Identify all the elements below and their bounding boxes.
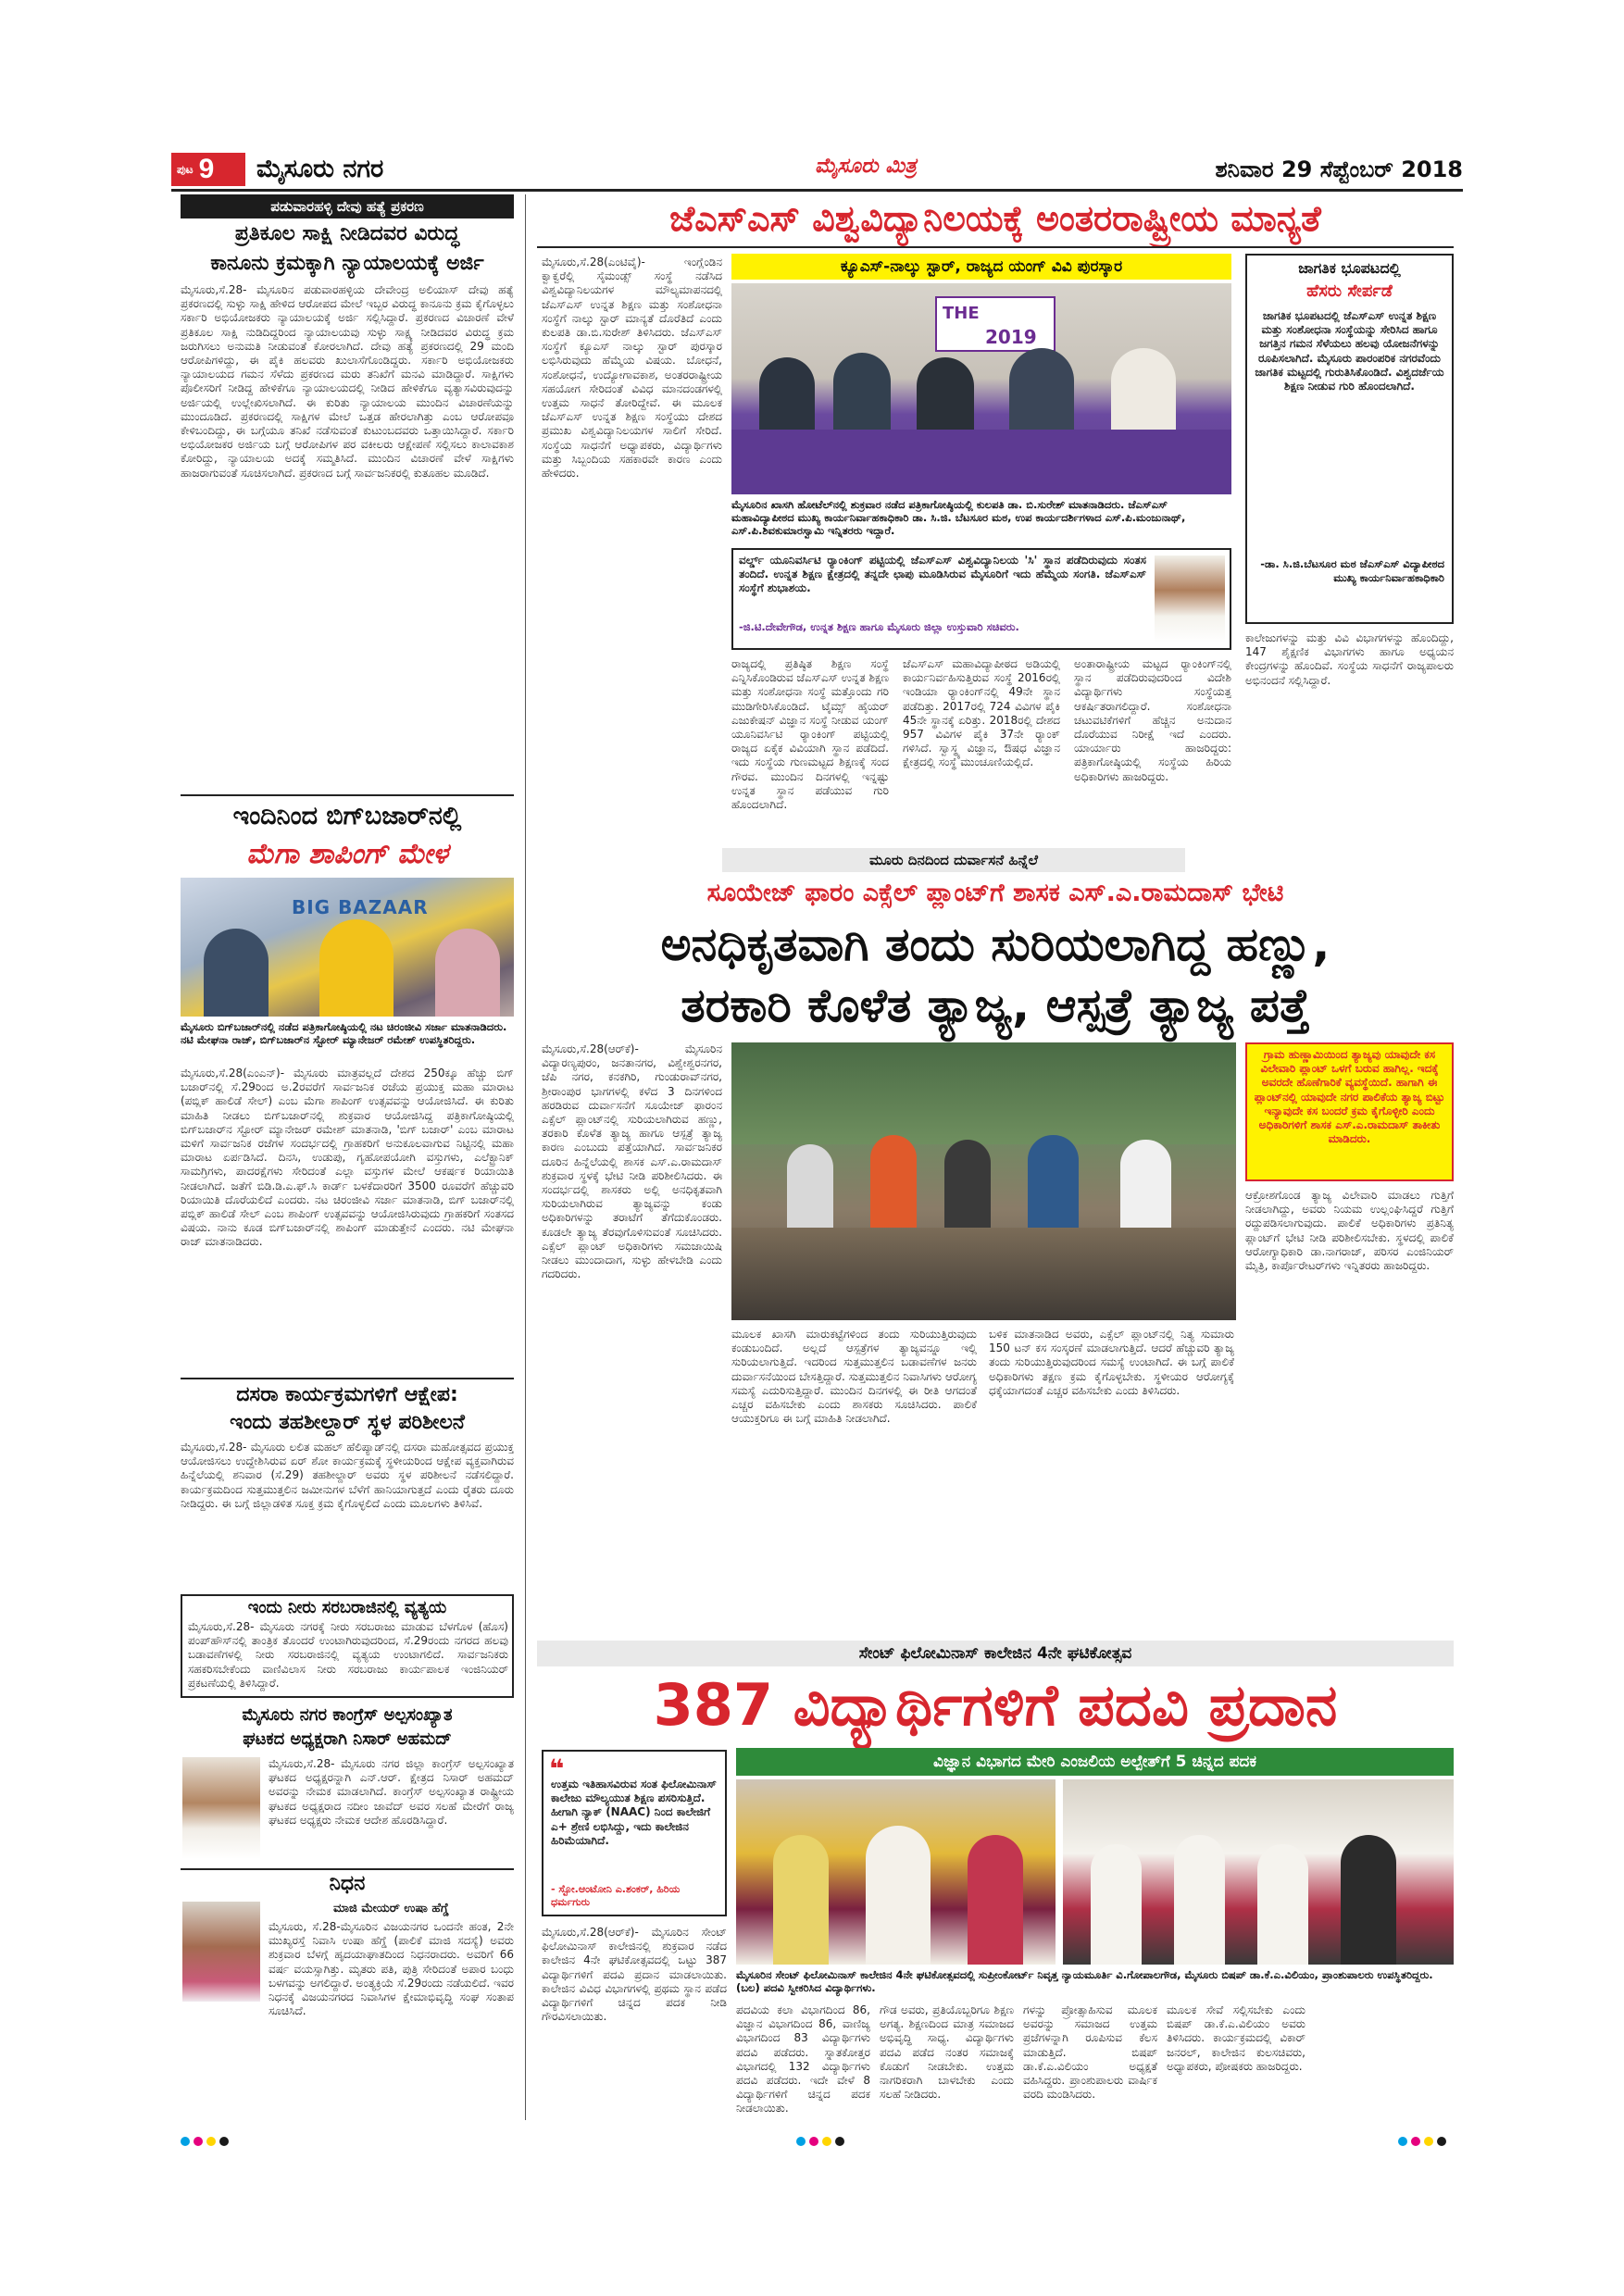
sidebar-title-1: ಜಾಗತಿಕ ಭೂಪಟದಲ್ಲಿ: [1298, 259, 1401, 277]
registration-dot-icon: [1437, 2137, 1446, 2146]
page-number-box: [171, 153, 245, 186]
paper-name: ಮೈಸೂರು ಮಿತ್ರ: [815, 155, 917, 178]
sidebar-attrib: -ಡಾ. ಸಿ.ಜಿ.ಬೆಟಸೂರ ಮಠ ಜೆಎಸ್‌ಎಸ್ ವಿದ್ಯಾಪೀಠದ ಮುಖ್ಯ ಕಾರ್ಯನಿರ್ವಾಹಕಾಧಿಕಾರಿ: [1260, 557, 1444, 584]
divider: [537, 246, 1454, 248]
print-marks-right: [1398, 2137, 1446, 2146]
minister-portrait: [1155, 555, 1225, 643]
person-figure: [833, 353, 891, 431]
divider: [181, 794, 514, 796]
banner-the: THE: [943, 304, 980, 323]
masthead-rule: [171, 189, 1463, 192]
court-headline-1: ಪ್ರತಿಕೂಲ ಸಾಕ್ಷಿ ನೀಡಿದವರ ವಿರುದ್ಧ: [234, 222, 460, 245]
congress-body: ಮೈಸೂರು,ಸೆ.28- ಮೈಸೂರು ನಗರ ಜಿಲ್ಲಾ ಕಾಂಗ್ರೆಸ್ ಅಲ್ಪಸಂಖ್ಯಾತ ಘಟಕದ ಅಧ್ಯಕ್ಷರನ್ನಾಗಿ ಎನ್.ಆರ್. ಕ್ಷೇತ್ರದ ನಿಸಾರ್ ಅಹಮದ್ ಅವರನ್ನು ನೇಮಕ ಮಾಡಲಾಗಿದೆ. ಕಾಂಗ್ರೆಸ್ ಅಲ್ಪಸಂಖ್ಯಾತ ರಾಷ್ಟ್ರೀಯ ಘಟಕದ ಅಧ್ಯಕ್ಷರಾದ ನದೀಂ ಜಾವೆದ್ ಅವರ ಸಲಹೆ ಮೇರೆಗೆ ರಾಜ್ಯ ಘಟಕದ ಅಧ್ಯಕ್ಷರು ನೇಮಕ ಆದೇಶ ಹೊರಡಿಸಿದ್ದಾರೆ.: [269, 1757, 514, 1827]
waste-headline-1: ಅನಧಿಕೃತವಾಗಿ ತಂದು ಸುರಿಯಲಾಗಿದ್ದ ಹಣ್ಣು,: [660, 917, 1330, 971]
waste-col1: ಮೈಸೂರು,ಸೆ.28(ಆರ್‌ಕೆ)- ಮೈಸೂರಿನ ವಿದ್ಯಾರಣ್ಯಪುರಂ, ಜನತಾನಗರ, ವಿಶ್ವೇಶ್ವರನಗರ, ಜೆಪಿ ನಗರ, ಕನಕಗಿರಿ, ಗುಂಡುರಾವ್‌ನಗರ, ಶ್ರೀರಾಂಪುರ ಭಾಗಗಳಲ್ಲಿ ಕಳೆದ 3 ದಿನಗಳಿಂದ ಹರಡಿರುವ ದುರ್ವಾಸನೆಗೆ ಸೂಯೇಜ್ ಫಾರಂನ ಎಕ್ಸೆಲ್ ಪ್ಲಾಂಟ್‌ನಲ್ಲಿ ಸುರಿಯಲಾಗಿರುವ ಹಣ್ಣು, ತರಕಾರಿ ಕೊಳೆತ ತ್ಯಾಜ್ಯ ಹಾಗೂ ಆಸ್ಪತ್ರೆ ತ್ಯಾಜ್ಯ ಕಾರಣ ಎಂಬುದು ಪತ್ತೆಯಾಗಿದೆ. ಸಾರ್ವಜನಿಕರ ದೂರಿನ ಹಿನ್ನೆಲೆಯಲ್ಲಿ ಶಾಸಕ ಎಸ್.ಎ.ರಾಮದಾಸ್ ಶುಕ್ರವಾರ ಸ್ಥಳಕ್ಕೆ ಭೇಟಿ ನೀಡಿ ಪರಿಶೀಲಿಸಿದರು. ಈ ಸಂದರ್ಭದಲ್ಲಿ ಶಾಸಕರು ಅಲ್ಲಿ ಅನಧಿಕೃತವಾಗಿ ಸುರಿಯಲಾಗಿರುವ ತ್ಯಾಜ್ಯವನ್ನು ಕಂಡು ಅಧಿಕಾರಿಗಳನ್ನು ತರಾಟೆಗೆ ತೆಗೆದುಕೊಂಡರು. ಕೂಡಲೇ ತ್ಯಾಜ್ಯ ತೆರವುಗೊಳಿಸುವಂತೆ ಸೂಚಿಸಿದರು. ಎಕ್ಸೆಲ್ ಪ್ಲಾಂಟ್ ಅಧಿಕಾರಿಗಳು ಸಮಜಾಯಿಷಿ ನೀಡಲು ಮುಂದಾದಾಗ, ಸುಳ್ಳು ಹೇಳಬೇಡಿ ಎಂದು ಗದರಿದರು.: [542, 1042, 722, 1281]
garbage-heap: [731, 1228, 1236, 1320]
water-headline: ಇಂದು ನೀರು ಸರಬರಾಜಿನಲ್ಲಿ ವ್ಯತ್ಯಯ: [247, 1598, 447, 1617]
dasara-headline-1: ದಸರಾ ಕಾರ್ಯಕ್ರಮಗಳಿಗೆ ಆಕ್ಷೇಪ:: [236, 1383, 458, 1406]
banner-year: 2019: [985, 326, 1037, 348]
obituary-portrait: [182, 1902, 260, 2002]
registration-dot-icon: [194, 2137, 203, 2146]
divider: [181, 1378, 514, 1379]
waste-headline-2: ತರಕಾರಿ ಕೊಳೆತ ತ್ಯಾಜ್ಯ, ಆಸ್ಪತ್ರೆ ತ್ಯಾಜ್ಯ ಪತ್ತೆ: [681, 979, 1310, 1032]
registration-dot-icon: [206, 2137, 216, 2146]
waste-col3: ಬಳಿಕ ಮಾತನಾಡಿದ ಅವರು, ಎಕ್ಸೆಲ್ ಪ್ಲಾಂಟ್‌ನಲ್ಲಿ ನಿತ್ಯ ಸುಮಾರು 150 ಟನ್ ಕಸ ಸಂಸ್ಕರಣೆ ಮಾಡಲಾಗುತ್ತಿದೆ. ಆದರೆ ಹೆಚ್ಚುವರಿ ತ್ಯಾಜ್ಯ ತಂದು ಸುರಿಯುತ್ತಿರುವುದರಿಂದ ಸಮಸ್ಯೆ ಉಂಟಾಗಿದೆ. ಈ ಬಗ್ಗೆ ಪಾಲಿಕೆ ಅಧಿಕಾರಿಗಳು ತಕ್ಷಣ ಕ್ರಮ ಕೈಗೊಳ್ಳಬೇಕು. ಸ್ಥಳೀಯರ ಆರೋಗ್ಯಕ್ಕೆ ಧಕ್ಕೆಯಾಗದಂತೆ ಎಚ್ಚರ ವಹಿಸಬೇಕು ಎಂದು ತಿಳಿಸಿದರು.: [989, 1328, 1234, 1397]
convocation-headline: 387 ವಿದ್ಯಾರ್ಥಿಗಳಿಗೆ ಪದವಿ ಪ್ರದಾನ: [653, 1671, 1338, 1739]
registration-dot-icon: [219, 2137, 229, 2146]
page-number: 9: [198, 154, 215, 184]
convocation-photo-caption: ಮೈಸೂರಿನ ಸೇಂಟ್ ಫಿಲೋಮಿನಾಸ್ ಕಾಲೇಜಿನ 4ನೇ ಘಟಿಕೋತ್ಸವದಲ್ಲಿ ಸುಪ್ರೀಂಕೋರ್ಟ್ ನಿವೃತ್ತ ನ್ಯಾಯಮೂರ್ತಿ ವಿ.ಗೋಪಾಲಗೌಡ, ಮೈಸೂರು ಬಿಷಪ್ ಡಾ.ಕೆ.ಎ.ವಿಲಿಯಂ, ಪ್ರಾಂಶುಪಾಲರು ಉಪಸ್ಥಿತರಿದ್ದರು. (ಬಲ) ಪದವಿ ಸ್ವೀಕರಿಸಿದ ವಿದ್ಯಾರ್ಥಿಗಳು.: [736, 1968, 1433, 1994]
registration-dot-icon: [181, 2137, 190, 2146]
convocation-quote-box: [542, 1750, 727, 1916]
congress-portrait: [182, 1757, 260, 1859]
convocation-photo-1: [736, 1779, 1056, 1965]
court-headline-2: ಕಾನೂನು ಕ್ರಮಕ್ಕಾಗಿ ನ್ಯಾಯಾಲಯಕ್ಕೆ ಅರ್ಜಿ: [210, 252, 484, 275]
registration-dot-icon: [809, 2137, 818, 2146]
jss-headline: ಜೆಎಸ್‌ಎಸ್ ವಿಶ್ವವಿದ್ಯಾನಿಲಯಕ್ಕೆ ಅಂತರರಾಷ್ಟ್ರೀಯ ಮಾನ್ಯತೆ: [669, 198, 1321, 239]
jss-quote-text: ವರ್ಲ್ಡ್ ಯೂನಿವರ್ಸಿಟಿ ರ‍್ಯಾಂಕಿಂಗ್ ಪಟ್ಟಿಯಲ್ಲಿ ಜೆಎಸ್‌ಎಸ್ ವಿಶ್ವವಿದ್ಯಾನಿಲಯ 'ಸಿ' ಸ್ಥಾನ ಪಡೆದಿರುವುದು ಸಂತಸ ತಂದಿದೆ. ಉನ್ನತ ಶಿಕ್ಷಣ ಕ್ಷೇತ್ರದಲ್ಲಿ ತನ್ನದೇ ಛಾಪು ಮೂಡಿಸಿರುವ ಮೈಸೂರಿಗೆ ಇದು ಹೆಮ್ಮೆಯ ಸಂಗತಿ. ಜೆಎಸ್‌ಎಸ್ ಸಂಸ್ಥೆಗೆ ಶುಭಾಶಯ.: [739, 554, 1146, 595]
person-figure: [968, 1835, 1023, 1965]
print-marks-center: [796, 2137, 844, 2146]
masthead: [171, 153, 1463, 186]
column-rule: [525, 194, 526, 2120]
jss-quote-attrib: -ಜಿ.ಟಿ.ದೇವೇಗೌಡ, ಉನ್ನತ ಶಿಕ್ಷಣ ಹಾಗೂ ಮೈಸೂರು ಜಿಲ್ಲಾ ಉಸ್ತುವಾರಿ ಸಚಿವರು.: [739, 620, 1019, 633]
bigbazaar-photo: [181, 878, 514, 1017]
convocation-col5: ಮೂಲಕ ಸೇವೆ ಸಲ್ಲಿಸಬೇಕು ಎಂದು ಬಿಷಪ್ ಡಾ.ಕೆ.ಎ.ವಿಲಿಯಂ ಅವರು ತಿಳಿಸಿದರು. ಕಾರ್ಯಕ್ರಮದಲ್ಲಿ ವಿಕಾರ್ ಜನರಲ್, ಕಾಲೇಜಿನ ಕುಲಸಚಿವರು, ಅಧ್ಯಾಪಕರು, ಪೋಷಕರು ಹಾಜರಿದ್ದರು.: [1167, 2003, 1305, 2073]
person-figure: [435, 929, 500, 1017]
person-figure: [319, 919, 394, 1017]
person-figure: [917, 357, 974, 431]
obituary-body: ಮೈಸೂರು, ಸೆ.28-ಮೈಸೂರಿನ ವಿಜಯನಗರ ಒಂದನೇ ಹಂತ, 2ನೇ ಮುಖ್ಯರಸ್ತೆ ನಿವಾಸಿ ಉಷಾ ಹೆಗ್ಡೆ (ಪಾಲಿಕೆ ಮಾಜಿ ಸದಸ್ಯೆ) ಅವರು ಶುಕ್ರವಾರ ಬೆಳಗ್ಗೆ ಹೃದಯಾಘಾತದಿಂದ ನಿಧನರಾದರು. ಅವರಿಗೆ 66 ವರ್ಷ ವಯಸ್ಸಾಗಿತ್ತು. ಮೃತರು ಪತಿ, ಪುತ್ರಿ ಸೇರಿದಂತೆ ಅಪಾರ ಬಂಧು ಬಳಗವನ್ನು ಅಗಲಿದ್ದಾರೆ. ಅಂತ್ಯಕ್ರಿಯೆ ಸೆ.29ರಂದು ನಡೆಯಲಿದೆ. ಇವರ ನಿಧನಕ್ಕೆ ವಿಜಯನಗರದ ನಿವಾಸಿಗಳ ಕ್ಷೇಮಾಭಿವೃದ್ಧಿ ಸಂಘ ಸಂತಾಪ ಸೂಚಿಸಿದೆ.: [269, 1920, 514, 2018]
dasara-body: ಮೈಸೂರು,ಸೆ.28- ಮೈಸೂರು ಲಲಿತ ಮಹಲ್ ಹೆಲಿಪ್ಯಾಡ್‌ನಲ್ಲಿ ದಸರಾ ಮಹೋತ್ಸವದ ಪ್ರಯುಕ್ತ ಆಯೋಜಿಸಲು ಉದ್ದೇಶಿಸಿರುವ ಏರ್ ಶೋ ಕಾರ್ಯಕ್ರಮಕ್ಕೆ ಸ್ಥಳೀಯರಿಂದ ಆಕ್ಷೇಪ ವ್ಯಕ್ತವಾಗಿರುವ ಹಿನ್ನೆಲೆಯಲ್ಲಿ ಶನಿವಾರ (ಸೆ.29) ತಹಶೀಲ್ದಾರ್ ಅವರು ಸ್ಥಳ ಪರಿಶೀಲನೆ ನಡೆಸಲಿದ್ದಾರೆ. ಕಾರ್ಯಕ್ರಮದಿಂದ ಸುತ್ತಮುತ್ತಲಿನ ಜಮೀನುಗಳ ಬೆಳೆಗೆ ಹಾನಿಯಾಗುತ್ತದೆ ಎಂದು ರೈತರು ದೂರು ನೀಡಿದ್ದರು. ಈ ಬಗ್ಗೆ ಜಿಲ್ಲಾಡಳಿತ ಸೂಕ್ತ ಕ್ರಮ ಕೈಗೊಳ್ಳಲಿದೆ ಎಂದು ಮೂಲಗಳು ತಿಳಿಸಿವೆ.: [181, 1441, 514, 1510]
convocation-col1: ಮೈಸೂರು,ಸೆ.28(ಆರ್‌ಕೆ)- ಮೈಸೂರಿನ ಸೇಂಟ್ ಫಿಲೋಮಿನಾಸ್ ಕಾಲೇಜಿನಲ್ಲಿ ಶುಕ್ರವಾರ ನಡೆದ ಕಾಲೇಜಿನ 4ನೇ ಘಟಿಕೋತ್ಸವದಲ್ಲಿ ಒಟ್ಟು 387 ವಿದ್ಯಾರ್ಥಿಗಳಿಗೆ ಪದವಿ ಪ್ರದಾನ ಮಾಡಲಾಯಿತು. ಕಾಲೇಜಿನ ವಿವಿಧ ವಿಭಾಗಗಳಲ್ಲಿ ಪ್ರಥಮ ಸ್ಥಾನ ಪಡೆದ ವಿದ್ಯಾರ್ಥಿಗಳಿಗೆ ಚಿನ್ನದ ಪದಕ ನೀಡಿ ಗೌರವಿಸಲಾಯಿತು.: [542, 1926, 727, 2024]
jss-photo: [731, 283, 1231, 494]
print-marks-left: [181, 2137, 229, 2146]
congress-headline-1: ಮೈಸೂರು ನಗರ ಕಾಂಗ್ರೆಸ್ ಅಲ್ಪಸಂಖ್ಯಾತ: [242, 1705, 453, 1725]
section-name: ಮೈಸೂರು ನಗರ: [256, 155, 384, 183]
convocation-photo-2: [1063, 1779, 1454, 1965]
jss-quote-box: [731, 548, 1231, 650]
jss-photo-caption: ಮೈಸೂರಿನ ಖಾಸಗಿ ಹೋಟೆಲ್‌ನಲ್ಲಿ ಶುಕ್ರವಾರ ನಡೆದ ಪತ್ರಿಕಾಗೋಷ್ಠಿಯಲ್ಲಿ ಕುಲಪತಿ ಡಾ. ಬಿ.ಸುರೇಶ್ ಮಾತನಾಡಿದರು. ಜೆಎಸ್‌ಎಸ್ ಮಹಾವಿದ್ಯಾಪೀಠದ ಮುಖ್ಯ ಕಾರ್ಯನಿರ್ವಾಹಕಾಧಿಕಾರಿ ಡಾ. ಸಿ.ಜಿ. ಬೆಟಸೂರ ಮಠ, ಉಪ ಕಾರ್ಯದರ್ಶಿಗಳಾದ ಎಸ್.ಪಿ.ಮಂಜುನಾಥ್, ಎಸ್.ಪಿ.ಶಿವಕುಮಾರಸ್ವಾಮಿ ಇನ್ನಿತರರು ಇದ್ದಾರೆ.: [731, 498, 1186, 537]
convocation-subhead: ವಿಜ್ಞಾನ ವಿಭಾಗದ ಮೇರಿ ಎಂಜಲಿಯ ಅಲ್ಪೇತ್‌ಗೆ 5 ಚಿನ್ನದ ಪದಕ: [736, 1748, 1454, 1776]
tree-line: [731, 1042, 1236, 1144]
congress-headline-2: ಘಟಕದ ಅಧ್ಯಕ್ಷರಾಗಿ ನಿಸಾರ್ ಅಹಮದ್: [243, 1729, 452, 1749]
dasara-headline-2: ಇಂದು ತಹಶೀಲ್ದಾರ್ ಸ್ಥಳ ಪರಿಶೀಲನೆ: [230, 1411, 465, 1434]
jss-subhead: ಕ್ಯೂಎಸ್-ನಾಲ್ಕು ಸ್ಟಾರ್, ರಾಜ್ಯದ ಯಂಗ್ ವಿವಿ ಪುರಸ್ಕಾರ: [731, 254, 1231, 280]
court-body: ಮೈಸೂರು,ಸೆ.28- ಮೈಸೂರಿನ ಪಡುವಾರಹಳ್ಳಿಯ ದೇವೇಂದ್ರ ಅಲಿಯಾಸ್ ದೇವು ಹತ್ಯೆ ಪ್ರಕರಣದಲ್ಲಿ ಸುಳ್ಳು ಸಾಕ್ಷಿ ಹೇಳಿದ ಆರೋಪದ ಮೇಲೆ ಇಬ್ಬರ ವಿರುದ್ಧ ಕಾನೂನು ಕ್ರಮ ಕೈಗೊಳ್ಳಲು ಸರ್ಕಾರಿ ಅಭಿಯೋಜಕರು ನ್ಯಾಯಾಲಯಕ್ಕೆ ಅರ್ಜಿ ಸಲ್ಲಿಸಿದ್ದಾರೆ. ಪ್ರಕರಣದ ವಿಚಾರಣೆ ವೇಳೆ ಪ್ರತಿಕೂಲ ಸಾಕ್ಷಿ ನುಡಿದಿದ್ದರಿಂದ ನ್ಯಾಯಾಲಯವು ಸುಳ್ಳು ಸಾಕ್ಷ್ಯ ನೀಡಿದವರ ವಿರುದ್ಧ ಕ್ರಮ ಜರುಗಿಸಲು ಅನುಮತಿ ನೀಡುವಂತೆ ಕೋರಲಾಗಿದೆ. ದೇವು ಹತ್ಯೆ ಪ್ರಕರಣದಲ್ಲಿ 29 ಮಂದಿ ಆರೋಪಿಗಳಿದ್ದು, ಈ ಪೈಕಿ ಹಲವರು ಖುಲಾಸೆಗೊಂಡಿದ್ದರು. ಸರ್ಕಾರಿ ಅಭಿಯೋಜಕರು ನ್ಯಾಯಾಲಯದ ಗಮನ ಸೆಳೆದು ಪ್ರಕರಣದ ಮರು ತನಿಖೆಗೆ ಮನವಿ ಮಾಡಿದ್ದಾರೆ. ಸಾಕ್ಷಿಗಳು ಪೊಲೀಸರಿಗೆ ನೀಡಿದ್ದ ಹೇಳಿಕೆಗೂ ನ್ಯಾಯಾಲಯದಲ್ಲಿ ನೀಡಿದ ಹೇಳಿಕೆಗೂ ವ್ಯತ್ಯಾಸವಿರುವುದನ್ನು ಅರ್ಜಿಯಲ್ಲಿ ಉಲ್ಲೇಖಿಸಲಾಗಿದೆ. ಈ ಕುರಿತು ನ್ಯಾಯಾಲಯ ಮುಂದಿನ ವಿಚಾರಣೆಯನ್ನು ಮುಂದೂಡಿದೆ. ಪ್ರಕರಣದಲ್ಲಿ ಸಾಕ್ಷಿಗಳ ಮೇಲೆ ಒತ್ತಡ ಹೇರಲಾಗಿತ್ತು ಎಂಬ ಆರೋಪವೂ ಕೇಳಿಬಂದಿದ್ದು, ಈ ಬಗ್ಗೆಯೂ ತನಿಖೆ ನಡೆಸುವಂತೆ ಕುಟುಂಬದವರು ಒತ್ತಾಯಿಸಿದ್ದಾರೆ. ಸರ್ಕಾರಿ ಅಭಿಯೋಜಕರ ಅರ್ಜಿಯ ಬಗ್ಗೆ ಆರೋಪಿಗಳ ಪರ ವಕೀಲರು ಆಕ್ಷೇಪಣೆ ಸಲ್ಲಿಸಲು ಕಾಲಾವಕಾಶ ಕೋರಿದ್ದು, ನ್ಯಾಯಾಲಯ ಅದಕ್ಕೆ ಸಮ್ಮತಿಸಿದೆ. ಮುಂದಿನ ವಿಚಾರಣೆ ವೇಳೆ ಸಾಕ್ಷಿಗಳು ಹಾಜರಾಗುವಂತೆ ಸೂಚಿಸಲಾಗಿದೆ. ಪ್ರಕರಣದ ಬಗ್ಗೆ ಸಾರ್ವಜನಿಕರಲ್ಲಿ ಕುತೂಹಲ ಮೂಡಿದೆ.: [181, 283, 514, 480]
person-figure: [944, 1140, 991, 1228]
water-box: [181, 1594, 514, 1698]
jss-col1: ಮೈಸೂರು,ಸೆ.28(ಎಂಟಿವೈ)- ಇಂಗ್ಲೆಂಡಿನ ಕ್ವಾಕ್ವರೆಲ್ಲಿ ಸೈಮಂಡ್ಸ್ ಸಂಸ್ಥೆ ನಡೆಸಿದ ವಿಶ್ವವಿದ್ಯಾನಿಲಯಗಳ ಮೌಲ್ಯಮಾಪನದಲ್ಲಿ ಜೆಎಸ್‌ಎಸ್ ಉನ್ನತ ಶಿಕ್ಷಣ ಮತ್ತು ಸಂಶೋಧನಾ ಸಂಸ್ಥೆಗೆ ನಾಲ್ಕು ಸ್ಟಾರ್ ಮಾನ್ಯತೆ ದೊರೆತಿದೆ ಎಂದು ಕುಲಪತಿ ಡಾ.ಬಿ.ಸುರೇಶ್ ತಿಳಿಸಿದರು. ಜೆಎಸ್‌ಎಸ್ ಸಂಸ್ಥೆಗೆ ಕ್ಯೂಎಸ್ ನಾಲ್ಕು ಸ್ಟಾರ್ ಪುರಸ್ಕಾರ ಲಭಿಸಿರುವುದು ಹೆಮ್ಮೆಯ ವಿಷಯ. ಬೋಧನೆ, ಸಂಶೋಧನೆ, ಉದ್ಯೋಗಾವಕಾಶ, ಅಂತರರಾಷ್ಟ್ರೀಯ ಸಹಯೋಗ ಸೇರಿದಂತೆ ವಿವಿಧ ಮಾನದಂಡಗಳಲ್ಲಿ ಉತ್ತಮ ಸಾಧನೆ ತೋರಿದ್ದೇವೆ. ಈ ಮೂಲಕ ಜೆಎಸ್‌ಎಸ್ ಉನ್ನತ ಶಿಕ್ಷಣ ಸಂಸ್ಥೆಯು ದೇಶದ ಪ್ರಮುಖ ವಿಶ್ವವಿದ್ಯಾನಿಲಯಗಳ ಸಾಲಿಗೆ ಸೇರಿದೆ. ಸಂಸ್ಥೆಯ ಸಾಧನೆಗೆ ಅಧ್ಯಾಪಕರು, ವಿದ್ಯಾರ್ಥಿಗಳು ಮತ್ತು ಸಿಬ್ಬಂದಿಯ ಸಹಕಾರವೇ ಕಾರಣ ಎಂದು ಹೇಳಿದರು.: [542, 256, 722, 480]
person-figure: [1257, 1844, 1308, 1965]
waste-col4: ಆಕ್ರೋಶಗೊಂಡ ತ್ಯಾಜ್ಯ ವಿಲೇವಾರಿ ಮಾಡಲು ಗುತ್ತಿಗೆ ನೀಡಲಾಗಿದ್ದು, ಅವರು ನಿಯಮ ಉಲ್ಲಂಘಿಸಿದ್ದರೆ ಗುತ್ತಿಗೆ ರದ್ದುಪಡಿಸಲಾಗುವುದು. ಪಾಲಿಕೆ ಅಧಿಕಾರಿಗಳು ಪ್ರತಿನಿತ್ಯ ಪ್ಲಾಂಟ್‌ಗೆ ಭೇಟಿ ನೀಡಿ ಪರಿಶೀಲಿಸಬೇಕು. ಸ್ಥಳದಲ್ಲಿ ಪಾಲಿಕೆ ಆರೋಗ್ಯಾಧಿಕಾರಿ ಡಾ.ನಾಗರಾಜ್, ಪರಿಸರ ಎಂಜಿನಿಯರ್ ಮೈತ್ರಿ, ಕಾರ್ಪೊರೇಟರ್‌ಗಳು ಇನ್ನಿತರರು ಹಾಜರಿದ್ದರು.: [1245, 1189, 1454, 1273]
person-figure: [870, 1135, 917, 1228]
sidebar-body: ಜಾಗತಿಕ ಭೂಪಟದಲ್ಲಿ ಜೆಎಸ್‌ಎಸ್ ಉನ್ನತ ಶಿಕ್ಷಣ ಮತ್ತು ಸಂಶೋಧನಾ ಸಂಸ್ಥೆಯನ್ನು ಸೇರಿಸಿದ ಹಾಗೂ ಜಗತ್ತಿನ ಗಮನ ಸೆಳೆಯಲು ಹಲವು ಯೋಜನೆಗಳನ್ನು ರೂಪಿಸಲಾಗಿದೆ. ಮೈಸೂರು ಪಾರಂಪರಿಕ ನಗರವೆಂದು ಜಾಗತಿಕ ಮಟ್ಟದಲ್ಲಿ ಗುರುತಿಸಿಕೊಂಡಿದೆ. ವಿಶ್ವದರ್ಜೆಯ ಶಿಕ್ಷಣ ನೀಡುವ ಗುರಿ ಹೊಂದಲಾಗಿದೆ.: [1255, 309, 1444, 393]
jss-col4: ಅಂತಾರಾಷ್ಟ್ರೀಯ ಮಟ್ಟದ ರ‍್ಯಾಂಕಿಂಗ್‌ನಲ್ಲಿ ಸ್ಥಾನ ಪಡೆದಿರುವುದರಿಂದ ವಿದೇಶಿ ವಿದ್ಯಾರ್ಥಿಗಳು ಸಂಸ್ಥೆಯತ್ತ ಆಕರ್ಷಿತರಾಗಲಿದ್ದಾರೆ. ಸಂಶೋಧನಾ ಚಟುವಟಿಕೆಗಳಿಗೆ ಹೆಚ್ಚಿನ ಅನುದಾನ ದೊರೆಯುವ ನಿರೀಕ್ಷೆ ಇದೆ ಎಂದರು. ಯಾರ್ಯಾರು ಹಾಜರಿದ್ದರು: ಪತ್ರಿಕಾಗೋಷ್ಠಿಯಲ್ಲಿ ಸಂಸ್ಥೆಯ ಹಿರಿಯ ಅಧಿಕಾರಿಗಳು ಹಾಜರಿದ್ದರು.: [1074, 657, 1231, 783]
person-figure: [773, 1835, 829, 1965]
obituary-heading: ನಿಧನ: [329, 1872, 366, 1895]
person-figure: [1174, 1835, 1225, 1965]
waste-callout-text: ಗ್ರಾಮ ಹುಣ್ಣಾಮಿಯಿಂದ ತ್ಯಾಜ್ಯವು ಯಾವುದೇ ಕಸ ವಿಲೇವಾರಿ ಪ್ಲಾಂಟ್ ಒಳಗೆ ಬರುವ ಹಾಗಿಲ್ಲ. ಇದಕ್ಕೆ ಅವರದೇ ಹೊಣೆಗಾರಿಕೆ ವ್ಯವಸ್ಥೆಯಿದೆ. ಹಾಗಾಗಿ ಈ ಪ್ಲಾಂಟ್‌ನಲ್ಲಿ ಯಾವುದೇ ನಗರ ಪಾಲಿಕೆಯ ತ್ಯಾಜ್ಯ ಬಿಟ್ಟು ಇನ್ಯಾವುದೇ ಕಸ ಬಂದರೆ ಕ್ರಮ ಕೈಗೊಳ್ಳೀರಿ ಎಂದು ಅಧಿಕಾರಿಗಳಿಗೆ ಶಾಸಕ ಎಸ್.ಎ.ರಾಮದಾಸ್ ತಾಕೀತು ಮಾಡಿದರು.: [1254, 1048, 1445, 1146]
waste-photo: [731, 1042, 1236, 1320]
convocation-kicker: ಸೇಂಟ್ ಫಿಲೋಮಿನಾಸ್ ಕಾಲೇಜಿನ 4ನೇ ಘಟಿಕೋತ್ಸವ: [537, 1641, 1454, 1666]
person-figure: [759, 357, 815, 431]
bigbazaar-headline-2: ಮೆಗಾ ಶಾಪಿಂಗ್ ಮೇಳ: [246, 838, 448, 870]
obituary-name: ಮಾಜಿ ಮೇಯರ್ ಉಷಾ ಹೆಗ್ಡೆ: [333, 1902, 449, 1915]
banner-board: [935, 296, 1056, 352]
global-sidebar: [1245, 254, 1454, 624]
bigbazaar-banner: BIG BAZAAR: [292, 896, 429, 918]
waste-col2: ಮೂಲಕ ಖಾಸಗಿ ಮಾರುಕಟ್ಟೆಗಳಿಂದ ತಂದು ಸುರಿಯುತ್ತಿರುವುದು ಕಂಡುಬಂದಿದೆ. ಅಲ್ಲದೆ ಆಸ್ಪತ್ರೆಗಳ ತ್ಯಾಜ್ಯವನ್ನೂ ಇಲ್ಲಿ ಸುರಿಯಲಾಗುತ್ತಿದೆ. ಇದರಿಂದ ಸುತ್ತಮುತ್ತಲಿನ ಬಡಾವಣೆಗಳ ಜನರು ದುರ್ವಾಸನೆಯಿಂದ ಬೇಸತ್ತಿದ್ದಾರೆ. ಸುತ್ತಮುತ್ತಲಿನ ನಿವಾಸಿಗಳು ಆರೋಗ್ಯ ಸಮಸ್ಯೆ ಎದುರಿಸುತ್ತಿದ್ದಾರೆ. ಮುಂದಿನ ದಿನಗಳಲ್ಲಿ ಈ ರೀತಿ ಆಗದಂತೆ ಎಚ್ಚರ ವಹಿಸಬೇಕು ಎಂದು ಶಾಸಕರು ಸೂಚಿಸಿದರು. ಪಾಲಿಕೆ ಆಯುಕ್ತರಿಗೂ ಈ ಬಗ್ಗೆ ಮಾಹಿತಿ ನೀಡಲಾಗಿದೆ.: [731, 1328, 977, 1426]
person-figure: [1028, 1135, 1079, 1228]
registration-dot-icon: [796, 2137, 806, 2146]
person-figure: [1120, 1140, 1171, 1228]
registration-dot-icon: [1424, 2137, 1433, 2146]
court-kicker: ಪಡುವಾರಹಳ್ಳಿ ದೇವು ಹತ್ಯೆ ಪ್ರಕರಣ: [181, 194, 514, 218]
bigbazaar-headline-1: ಇಂದಿನಿಂದ ಬಿಗ್‌ಬಜಾರ್‌ನಲ್ಲಿ: [232, 802, 462, 830]
registration-dot-icon: [1411, 2137, 1420, 2146]
person-figure: [787, 1144, 833, 1228]
jss-col2: ರಾಜ್ಯದಲ್ಲಿ ಪ್ರತಿಷ್ಠಿತ ಶಿಕ್ಷಣ ಸಂಸ್ಥೆ ಎನ್ನಿಸಿಕೊಂಡಿರುವ ಜೆಎಸ್‌ಎಸ್ ಉನ್ನತ ಶಿಕ್ಷಣ ಮತ್ತು ಸಂಶೋಧನಾ ಸಂಸ್ಥೆ ಮತ್ತೊಂದು ಗರಿ ಮುಡಿಗೇರಿಸಿಕೊಂಡಿದೆ. ಟೈಮ್ಸ್ ಹೈಯರ್ ಎಜುಕೇಷನ್ ವಿಜ್ಞಾನ ಸಂಸ್ಥೆ ನೀಡುವ ಯಂಗ್ ಯೂನಿವರ್ಸಿಟಿ ರ‍್ಯಾಂಕಿಂಗ್ ಪಟ್ಟಿಯಲ್ಲಿ ರಾಜ್ಯದ ಏಕೈಕ ವಿವಿಯಾಗಿ ಸ್ಥಾನ ಪಡೆದಿದೆ. ಇದು ಸಂಸ್ಥೆಯ ಗುಣಮಟ್ಟದ ಶಿಕ್ಷಣಕ್ಕೆ ಸಂದ ಗೌರವ. ಮುಂದಿನ ದಿನಗಳಲ್ಲಿ ಇನ್ನಷ್ಟು ಉನ್ನತ ಸ್ಥಾನ ಪಡೆಯುವ ಗುರಿ ಹೊಂದಲಾಗಿದೆ.: [731, 657, 889, 812]
divider: [181, 1868, 514, 1870]
quote-mark-icon: ❝: [549, 1753, 565, 1784]
table-cloth: [731, 430, 1231, 494]
person-figure: [1341, 1835, 1396, 1965]
bigbazaar-caption: ಮೈಸೂರು ಬಿಗ್‌ಬಜಾರ್‌ನಲ್ಲಿ ನಡೆದ ಪತ್ರಿಕಾಗೋಷ್ಠಿಯಲ್ಲಿ ನಟ ಚಿರಂಜೀವಿ ಸರ್ಜಾ ಮಾತನಾಡಿದರು. ನಟಿ ಮೇಘನಾ ರಾಜ್, ಬಿಗ್‌ಬಜಾರ್‌ನ ಸ್ಟೋರ್ ಮ್ಯಾನೇಜರ್ ರಮೇಶ್ ಉಪಸ್ಥಿತರಿದ್ದರು.: [181, 1020, 507, 1046]
waste-subhead: ಸೂಯೇಜ್ ಫಾರಂ ಎಕ್ಸೆಲ್ ಪ್ಲಾಂಟ್‌ಗೆ ಶಾಸಕ ಎಸ್.ಎ.ರಾಮದಾಸ್ ಭೇಟಿ: [706, 879, 1284, 907]
issue-date: ಶನಿವಾರ 29 ಸೆಪ್ಟೆಂಬರ್ 2018: [1215, 156, 1463, 182]
person-figure: [204, 929, 269, 1017]
convocation-quote-text: ಉತ್ತಮ ಇತಿಹಾಸವಿರುವ ಸಂತ ಫಿಲೋಮಿನಾಸ್ ಕಾಲೇಜು ಮೌಲ್ಯಯುತ ಶಿಕ್ಷಣ ಪಸರಿಸುತ್ತಿದೆ. ಹೀಗಾಗಿ ನ್ಯಾಕ್ (NAAC) ನಿಂದ ಕಾಲೇಜಿಗೆ ಎ+ ಶ್ರೇಣಿ ಲಭಿಸಿದ್ದು, ಇದು ಕಾಲೇಜಿನ ಹಿರಿಮೆಯಾಗಿದೆ.: [551, 1778, 717, 1847]
registration-dot-icon: [835, 2137, 844, 2146]
convocation-col2: ಪದವಿಯ ಕಲಾ ವಿಭಾಗದಿಂದ 86, ವಿಜ್ಞಾನ ವಿಭಾಗದಿಂದ 86, ವಾಣಿಜ್ಯ ವಿಭಾಗದಿಂದ 83 ವಿದ್ಯಾರ್ಥಿಗಳು ಪದವಿ ಪಡೆದರು. ಸ್ನಾತಕೋತ್ತರ ವಿಭಾಗದಲ್ಲಿ 132 ವಿದ್ಯಾರ್ಥಿಗಳು ಪದವಿ ಪಡೆದರು. ಇದೇ ವೇಳೆ 8 ವಿದ್ಯಾರ್ಥಿಗಳಿಗೆ ಚಿನ್ನದ ಪದಕ ನೀಡಲಾಯಿತು.: [736, 2003, 870, 2115]
person-figure: [1009, 348, 1074, 431]
page-label: ಪುಟ: [177, 162, 194, 176]
waste-kicker: ಮೂರು ದಿನದಿಂದ ದುರ್ವಾಸನೆ ಹಿನ್ನೆಲೆ: [722, 848, 1185, 872]
convocation-col4: ಗಳನ್ನು ಪ್ರೋತ್ಸಾಹಿಸುವ ಮೂಲಕ ಅವರನ್ನು ಸಮಾಜದ ಉತ್ತಮ ಪ್ರಜೆಗಳನ್ನಾಗಿ ರೂಪಿಸುವ ಕೆಲಸ ಮಾಡುತ್ತಿದೆ. ಬಿಷಪ್ ಡಾ.ಕೆ.ಎ.ವಿಲಿಯಂ ಅಧ್ಯಕ್ಷತೆ ವಹಿಸಿದ್ದರು. ಪ್ರಾಂಶುಪಾಲರು ವಾರ್ಷಿಕ ವರದಿ ಮಂಡಿಸಿದರು.: [1023, 2003, 1157, 2102]
jss-col3: ಜೆಎಸ್‌ಎಸ್ ಮಹಾವಿದ್ಯಾಪೀಠದ ಅಡಿಯಲ್ಲಿ ಕಾರ್ಯನಿರ್ವಹಿಸುತ್ತಿರುವ ಸಂಸ್ಥೆ 2016ರಲ್ಲಿ ಇಂಡಿಯಾ ರ‍್ಯಾಂಕಿಂಗ್‌ನಲ್ಲಿ 49ನೇ ಸ್ಥಾನ ಪಡೆದಿತ್ತು. 2017ರಲ್ಲಿ 724 ವಿವಿಗಳ ಪೈಕಿ 45ನೇ ಸ್ಥಾನಕ್ಕೆ ಏರಿತ್ತು. 2018ರಲ್ಲಿ ದೇಶದ 957 ವಿವಿಗಳ ಪೈಕಿ 37ನೇ ರ‍್ಯಾಂಕ್ ಗಳಿಸಿದೆ. ಸ್ವಾಸ್ಥ್ಯ ವಿಜ್ಞಾನ, ಔಷಧ ವಿಜ್ಞಾನ ಕ್ಷೇತ್ರದಲ್ಲಿ ಸಂಸ್ಥೆ ಮುಂಚೂಣಿಯಲ್ಲಿದೆ.: [903, 657, 1060, 769]
person-figure: [1091, 1844, 1142, 1965]
convocation-col3: ಗೌಡ ಅವರು, ಪ್ರತಿಯೊಬ್ಬರಿಗೂ ಶಿಕ್ಷಣ ಅಗತ್ಯ. ಶಿಕ್ಷಣದಿಂದ ಮಾತ್ರ ಸಮಾಜದ ಅಭಿವೃದ್ಧಿ ಸಾಧ್ಯ. ವಿದ್ಯಾರ್ಥಿಗಳು ಪದವಿ ಪಡೆದ ನಂತರ ಸಮಾಜಕ್ಕೆ ಕೊಡುಗೆ ನೀಡಬೇಕು. ಉತ್ತಮ ನಾಗರಿಕರಾಗಿ ಬಾಳಬೇಕು ಎಂದು ಸಲಹೆ ನೀಡಿದರು.: [880, 2003, 1014, 2102]
person-figure: [1111, 348, 1176, 431]
bigbazaar-body: ಮೈಸೂರು,ಸೆ.28(ಎಂಎನ್‌)- ಮೈಸೂರು ಮಾತ್ರವಲ್ಲದೆ ದೇಶದ 250ಕ್ಕೂ ಹೆಚ್ಚು ಬಿಗ್ ಬಜಾರ್‌ನಲ್ಲಿ ಸೆ.29ರಿಂದ ಅ.2ರವರೆಗೆ ಸಾರ್ವಜನಿಕ ರಜೆಯ ಪ್ರಯುಕ್ತ ಮಹಾ ಮಾರಾಟ (ಪಬ್ಲಿಕ್ ಹಾಲಿಡೆ ಸೇಲ್) ಎಂಬ ಮೆಗಾ ಶಾಪಿಂಗ್ ಉತ್ಸವವನ್ನು ಆಯೋಜಿಸಿದೆ. ಈ ಕುರಿತು ಮಾಹಿತಿ ನೀಡಲು ಬಿಗ್‌ಬಜಾರ್‌ನಲ್ಲಿ ಶುಕ್ರವಾರ ಆಯೋಜಿಸಿದ್ದ ಪತ್ರಿಕಾಗೋಷ್ಠಿಯಲ್ಲಿ ಬಿಗ್‌ಬಜಾರ್‌ನ ಸ್ಟೋರ್ ಮ್ಯಾನೇಜರ್ ರಮೇಶ್ ಮಾತನಾಡಿ, 'ಬಿಗ್ ಬಜಾರ್' ಎಂಬ ಮಾರಾಟ ಮಳಿಗೆ ಸಾರ್ವಜನಿಕ ರಜೆಗಳ ಸಂದರ್ಭದಲ್ಲಿ ಗ್ರಾಹಕರಿಗೆ ಅನುಕೂಲವಾಗುವ ನಿಟ್ಟಿನಲ್ಲಿ ಮಹಾ ಮಾರಾಟ ಏರ್ಪಡಿಸಿದೆ. ದಿನಸಿ, ಉಡುಪು, ಗೃಹೋಪಯೋಗಿ ವಸ್ತುಗಳು, ಎಲೆಕ್ಟ್ರಾನಿಕ್ ಸಾಮಗ್ರಿಗಳು, ಪಾದರಕ್ಷೆಗಳು ಸೇರಿದಂತೆ ಎಲ್ಲಾ ವಸ್ತುಗಳ ಮೇಲೆ ಆಕರ್ಷಕ ರಿಯಾಯಿತಿ ನೀಡಲಾಗಿದೆ. ಜತೆಗೆ ಬಿಡಿ.ಡಿ.ಎ.ಫ್.ಸಿ ಕಾರ್ಡ್ ಬಳಕೆದಾರರಿಗೆ 3500 ರೂವರೆಗೆ ಹೆಚ್ಚುವರಿ ರಿಯಾಯಿತಿ ದೊರೆಯಲಿದೆ ಎಂದರು. ನಟ ಚಿರಂಜೀವಿ ಸರ್ಜಾ ಮಾತನಾಡಿ, ಬಿಗ್ ಬಜಾರ್‌ನಲ್ಲಿ ಪಬ್ಲಿಕ್ ಹಾಲಿಡೆ ಸೇಲ್ ಎಂಬ ಶಾಪಿಂಗ್ ಉತ್ಸವವನ್ನು ಆಯೋಜಿಸಿರುವುದು ಗ್ರಾಹಕರಿಗೆ ಸಂತಸದ ವಿಷಯ. ನಾನು ಕೂಡ ಬಿಗ್‌ಬಜಾರ್‌ನಲ್ಲಿ ಶಾಪಿಂಗ್ ಮಾಡುತ್ತೇನೆ ಎಂದರು. ನಟಿ ಮೇಘನಾ ರಾಜ್ ಮಾತನಾಡಿದರು.: [181, 1067, 514, 1249]
sidebar-title-2: ಹೆಸರು ಸೇರ್ಪಡೆ: [1306, 281, 1393, 301]
registration-dot-icon: [1398, 2137, 1407, 2146]
water-body: ಮೈಸೂರು,ಸೆ.28- ಮೈಸೂರು ನಗರಕ್ಕೆ ನೀರು ಸರಬರಾಜು ಮಾಡುವ ಬೆಳಗೊಳ (ಹೊಸ) ಪಂಪ್‌ಹೌಸ್‌ನಲ್ಲಿ ತಾಂತ್ರಿಕ ತೊಂದರೆ ಉಂಟಾಗಿರುವುದರಿಂದ, ಸೆ.29ರಂದು ನಗರದ ಹಲವು ಬಡಾವಣೆಗಳಲ್ಲಿ ನೀರು ಸರಬರಾಜಿನಲ್ಲಿ ವ್ಯತ್ಯಯ ಉಂಟಾಗಲಿದೆ. ಸಾರ್ವಜನಿಕರು ಸಹಕರಿಸಬೇಕೆಂದು ವಾಣಿವಿಲಾಸ ನೀರು ಸರಬರಾಜು ಕಾರ್ಯಪಾಲಕ ಇಂಜಿನಿಯರ್ ಪ್ರಕಟಣೆಯಲ್ಲಿ ತಿಳಿಸಿದ್ದಾರೆ.: [188, 1620, 508, 1690]
waste-callout: [1245, 1042, 1454, 1181]
sidebar-body-2: ಕಾಲೇಜುಗಳನ್ನು ಮತ್ತು ವಿವಿ ವಿಭಾಗಗಳನ್ನು ಹೊಂದಿದ್ದು, 147 ಶೈಕ್ಷಣಿಕ ವಿಭಾಗಗಳು ಹಾಗೂ ಅಧ್ಯಯನ ಕೇಂದ್ರಗಳನ್ನು ಹೊಂದಿವೆ. ಸಂಸ್ಥೆಯ ಸಾಧನೆಗೆ ರಾಜ್ಯಪಾಲರು ಅಭಿನಂದನೆ ಸಲ್ಲಿಸಿದ್ದಾರೆ.: [1245, 631, 1454, 687]
person-figure: [866, 1826, 931, 1965]
convocation-quote-attrib: - ಸ್ಟೋ.ಆಂಟೋನಿ ಎ.ಶಂಕರ್, ಹಿರಿಯ ಧರ್ಮಗುರು: [551, 1883, 681, 1908]
registration-dot-icon: [822, 2137, 831, 2146]
